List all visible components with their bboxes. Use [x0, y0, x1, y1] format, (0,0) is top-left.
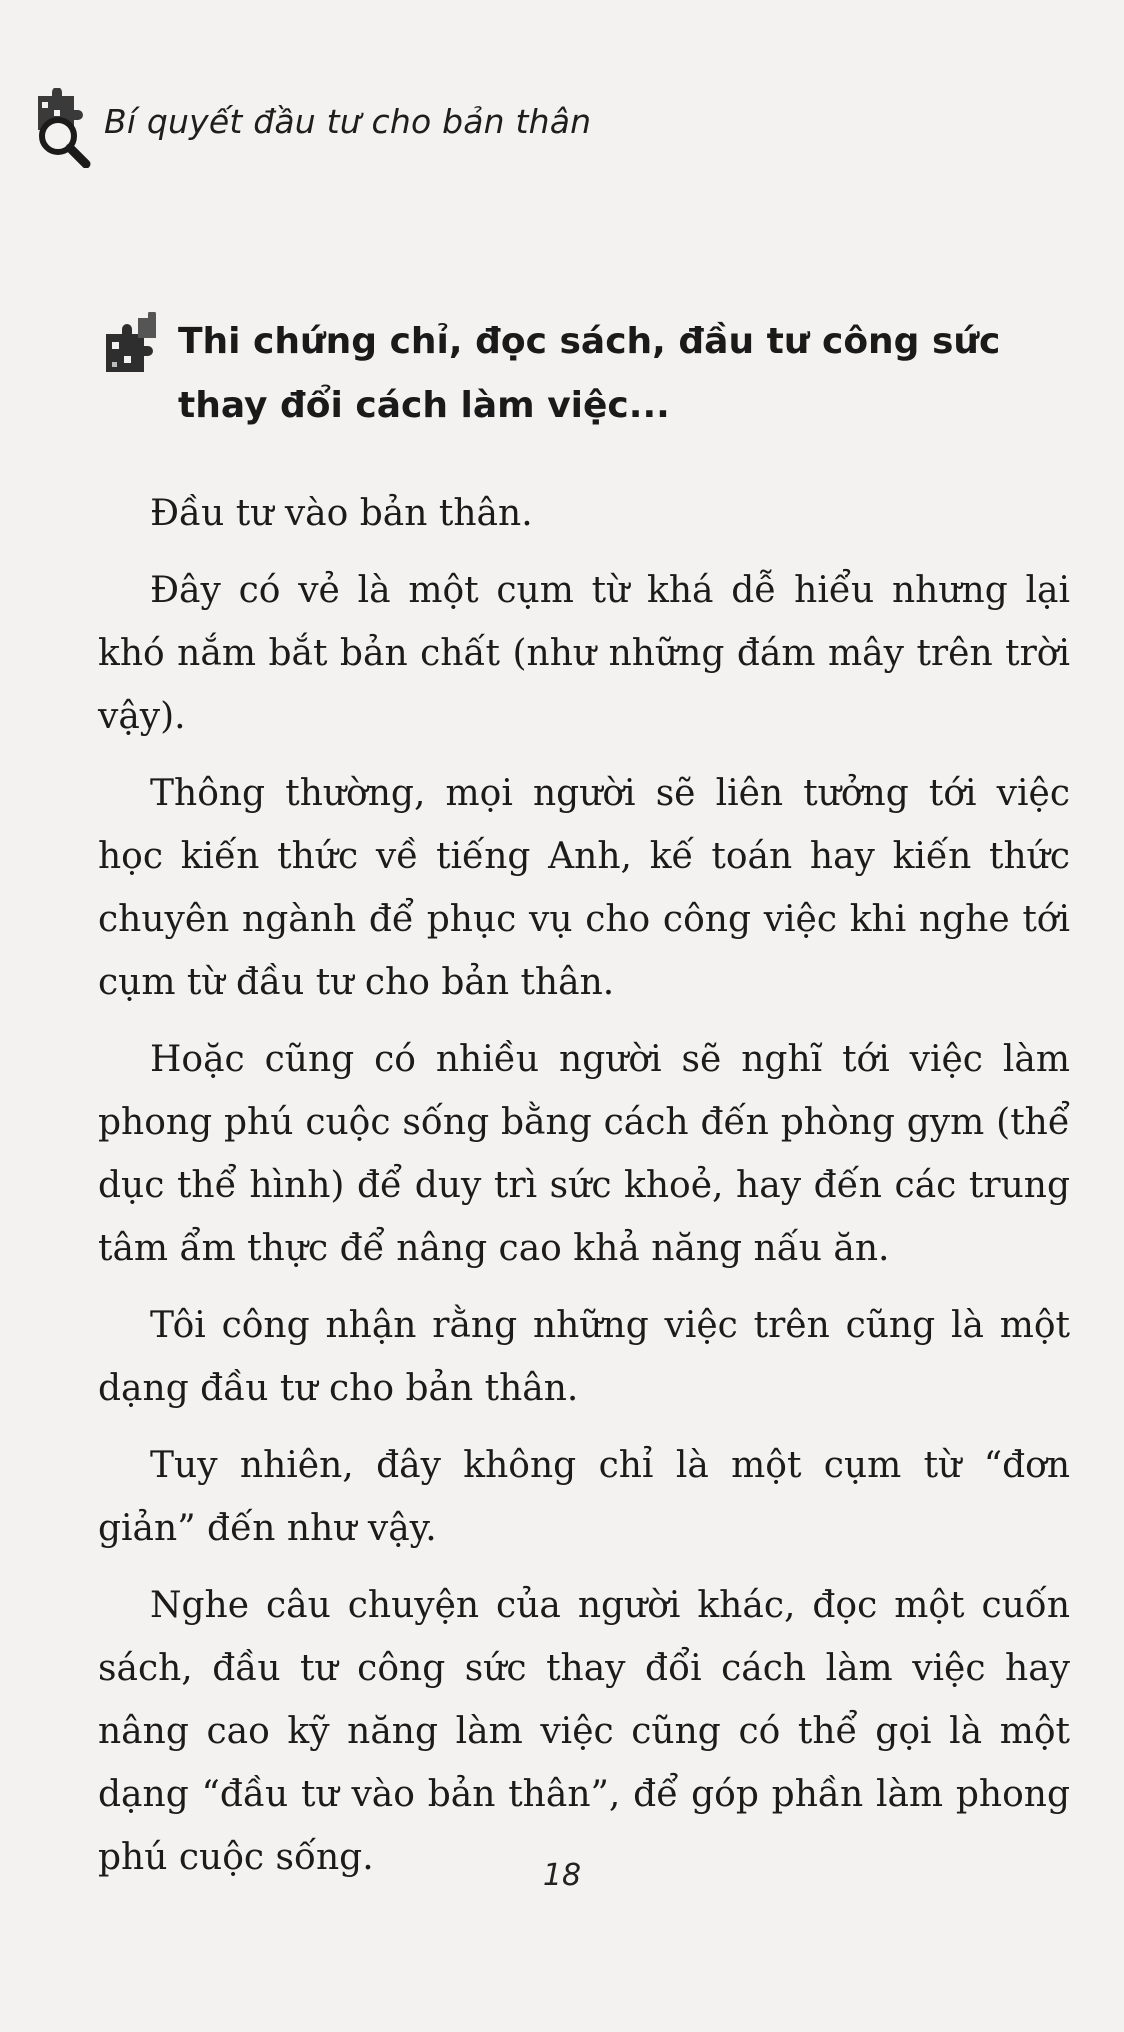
section-title: Thi chứng chỉ, đọc sách, đầu tư công sức thay đổi cách làm việc... [178, 321, 1001, 426]
paragraph: Đầu tư vào bản thân. [150, 493, 533, 534]
paragraph: Tôi công nhận rằng những việc trên cũng là một dạng đầu tư cho bản thân. [98, 1305, 1070, 1409]
paragraph: Tuy nhiên, đây không chỉ là một cụm từ “đơn giản” đến như vậy. [98, 1445, 1070, 1549]
section-heading [98, 318, 1073, 438]
running-header-title: Bí quyết đầu tư cho bản thân [104, 101, 592, 141]
running-header [24, 88, 591, 168]
paragraph: Đây có vẻ là một cụm từ khá dễ hiểu nhưng lại khó nắm bắt bản chất (như những đám mây trên trời vậy). [98, 570, 1070, 737]
page-number: 18 [542, 1858, 582, 1893]
paragraph: Thông thường, mọi người sẽ liên tưởng tới việc học kiến thức về tiếng Anh, kế toán hay kiến thức chuyên ngành để phục vụ cho công việc khi nghe tới cụm từ đầu tư cho bản thân. [98, 773, 1070, 1003]
body-text [98, 482, 1070, 1903]
puzzle-magnifier-icon [24, 88, 96, 168]
puzzle-pieces-icon [98, 312, 170, 384]
paragraph: Hoặc cũng có nhiều người sẽ nghĩ tới việc làm phong phú cuộc sống bằng cách đến phòng gym (thể dục thể hình) để duy trì sức khoẻ, hay đến các trung tâm ẩm thực để nâng cao khả năng nấu ăn. [98, 1039, 1070, 1269]
paragraph: Nghe câu chuyện của người khác, đọc một cuốn sách, đầu tư công sức thay đổi cách làm việc hay nâng cao kỹ năng làm việc cũng có thể gọi là một dạng “đầu tư vào bản thân”, để góp phần làm phong phú cuộc sống. [98, 1585, 1070, 1878]
section [98, 318, 1073, 438]
